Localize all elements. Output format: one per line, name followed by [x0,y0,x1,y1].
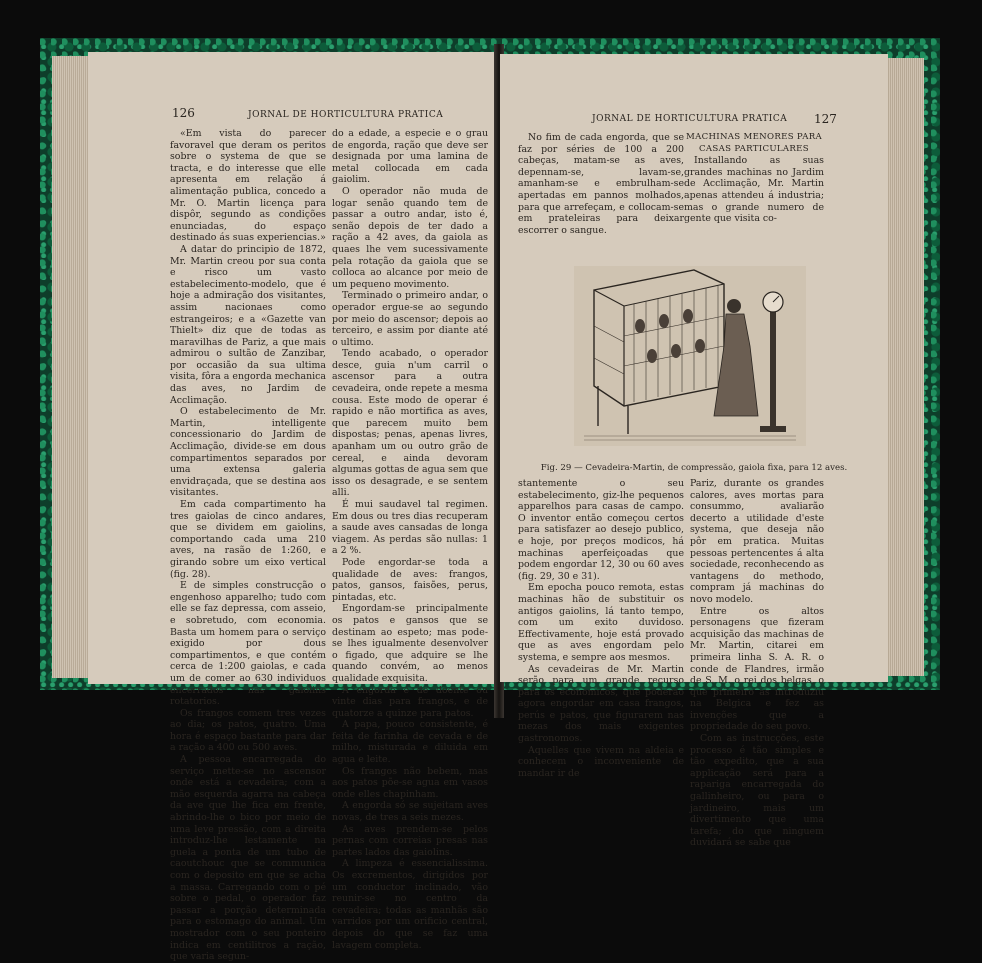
paragraph: «Em vista do parecer favoravel que deram os peritos sobre o systema de que se tracta, e do interesse que elle apresenta em relação á alimentação publica, concedo a Mr. O. Martin licença para dispôr, segundo as condições enunciadas, do espaço destinado ás suas experiencias.» [170,128,326,244]
paragraph: É mui saudavel tal regimen. Em dous ou tres dias recuperam a saude aves cansadas de longa viagem. As perdas são nullas: 1 a 2 %. [332,499,488,557]
paragraph: O operador não muda de logar senão quando tem de passar a outro andar, isto é, senão depois de ter dado a ração a 42 aves, da gaiola as quaes lhe vem sucessivamente pela rotação da gaiola que se colloca ao alcance por meio de um pequeno movimento. [332,185,488,290]
paragraph: Pode engordar-se toda a qualidade de aves: frangos, patos, gansos, faisões, perus, pintadas, etc. [332,556,488,603]
paragraph: Installando as suas grandes machinas no Jardim de Acclimação, Mr. Martin apenas attendeu á industria; mas o grande numero de gente que visita co- [684,155,824,225]
paragraph: Aquelles que vivem na aldeia e conhecem o inconveniente de mandar ir de [518,744,684,779]
page-number: 126 [172,106,195,120]
paragraph: Terminado o primeiro andar, o operador ergue-se ao segundo por meio do ascensor; depois ao terceiro, e assim por diante até o ultimo. [332,290,488,348]
paragraph: O estabelecimento de Mr. Martin, intelligente concessionario do Jardim de Acclimação, divide-se em dous compartimentos separados por uma extensa galeria envidraçada, que se destina aos visitantes. [170,406,326,499]
text-column-1 [170,128,326,963]
paragraph: A engorda só se sujeitam aves novas, de tres a seis mezes. [332,800,488,824]
paragraph: Os frangos não bebem, mas aos patos põe-se agua em vasos onde elles chapinham. [332,765,488,800]
section-heading: MACHINAS MENORES PARA CASAS PARTICULARES [686,132,822,154]
running-header: JORNAL DE HORTICULTURA PRATICA [592,114,788,124]
paragraph: Em epocha pouco remota, estas machinas hão de substituir os antigos gaiolins, lá tanto tempo, com um exito duvidoso. Effectivamente, hoje está provado que as aves engordam pelo systema, e sempre aos mesmos. [518,582,684,663]
right-page [500,54,888,849]
paragraph: A pessoa encarregada do serviço mette-se no ascensor onde está a cevadeira; com a mão esquerda agarra na cabeça da ave que lhe fica em frente, abrindo-lhe o bico por meio de uma leve pressão, com a direita introduz-lhe lestamente na guela a ponta de um tubo de caoutchouc que se communica com o deposito em que se acha a massa. Carregando com o pé sobre o pedal, o operador faz passar a porção determinada para o estomago do animal. Um mostrador com o seu ponteiro indica em centilitros a ração, que varia segun- [170,754,326,963]
paragraph: E de simples construcção o engenhoso apparelho; tudo com elle se faz depressa, com asseio, e sobretudo, com economia. Basta um homem para o serviço exigido por dous compartimentos, e que contém cerca de 1:200 gaiolas, e cada um de comer ao 630 individuos encerrados nas gaiolins rotatorios. [170,580,326,708]
paragraph: Com as instrucções, este processo é tão simples e tão expedito, que a sua applicação será para a rapariga encarregada do gallinheiro, ou para o jardineiro, mais um divertimento que uma tarefa; do que ninguem duvidará se sabe que [690,733,824,849]
page-edges-right [882,58,924,676]
paragraph: A datar do principio de 1872, Mr. Martin creou por sua conta e risco um vasto estabelecimento-modelo, que é hoje a admiração dos visitantes, assim nacionaes como estrangeiros; e a «Gazette van Thielt» diz que de todas as maravilhas de Pariz, a que mais admirou o sultão de Zanzibar, por occasião da sua ultima visita, fôra a engorda mechanica das aves, no Jardim de Acclimação. [170,243,326,406]
text-column-bottom-1 [518,478,684,779]
paragraph: do a edade, a especie e o grau de engorda, ração que deve ser designada por uma lamina de metal collocada em cada gaiolim. [332,128,488,186]
paragraph: Engordam-se principalmente os patos e gansos que se destinam ao espeto; mas pode-se lhes igualmente desenvolver o figado, que adquire se lhe quando convém, ao menos qualidade exquisita. [332,603,488,684]
paragraph: Pariz, durante os grandes calores, aves mortas para consummo, avaliarão decerto a utilidade d'este systema, que deseja não pôr em pratica. Muitas pessoas pertencentes á alta sociedade, reconhecendo as vantagens do methodo, compram já machinas do novo modelo. [690,478,824,605]
text-column-top-2 [684,132,824,225]
paragraph: Em cada compartimento ha tres gaiolas de cinco andares, que se dividem em gaiolins, comportando cada uma 210 aves, na rasão de 1:260, e girando sobre um eixo vertical (fig. 28). [170,499,326,580]
paragraph: Tendo acabado, o operador desce, guia n'um carril o ascensor para a outra cevadeira, onde repete a mesma cousa. Este modo de operar é rapido e não mortifica as aves, que parecem muito bem dispostas; penas, apenas livres, apanham um ou outro grão de cereal, e ainda devoram algumas gottas de agua sem que isso os desagrade, e se sentem alli. [332,348,489,499]
paragraph: A limpeza é essencialissima. Os excrementos, dirigidos por um conductor inclinado, vão reunir-se no centro da cevadeira; todas as manhãs são varridos por um orificio central, depois do que se faz uma lavagem completa. [332,858,488,951]
paragraph: As aves prendem-se pelos pernas com correias presas nas partes lados das gaiolins. [332,823,488,858]
text-column-top-1 [518,132,684,236]
figure-caption: Fig. 29 — Cevadeira-Martin, de compressão, gaiola fixa, para 12 aves. [540,463,848,473]
paragraph: As cevadeiras de Mr. Martin serão para um grande recurso para os economicos, que poderão agora engordar em casa frangos, perús e patos, que figurarem nas mezas dos mais exigentes gastronomos. [518,663,684,745]
feeding-machine-engraving [574,266,806,446]
paragraph: A engorda é de doente ou vinte dias para frangos, e de quatorze a quinze para patos. [332,684,488,719]
left-page [88,52,496,963]
text-column-bottom-2 [690,478,824,849]
page-number: 127 [814,112,837,126]
paragraph: A papa, pouco consistente, é feita de farinha de cevada e de milho, misturada e diluida em agua e leite. [332,719,488,766]
text-column-2 [332,128,488,951]
running-header: JORNAL DE HORTICULTURA PRATICA [248,110,444,120]
paragraph: No fim de cada engorda, que se faz por séries de 100 a 200 cabeças, matam-se as aves, depennam-se, lavam-se, amanham-se e embrulham-se apertadas em pannos molhados, para que arrefeçam, e collocam-se em prateleiras para deixar escorrer o sangue. [518,132,684,236]
paragraph: stantemente o seu estabelecimento, giz-lhe pequenos apparelhos para casas de campo. O inventor então começou certos para satisfazer ao desejo publico, e hoje, por preços modicos, há machinas aperfeiçoadas que podem engordar 12, 30 ou 60 aves (fig. 29, 30 e 31). [518,478,684,582]
paragraph: Os frangos comem tres vezes ao dia; os patos, quatro. Uma hora é espaço bastante para dar a ração a 400 ou 500 aves. [170,707,326,754]
paragraph: Entre os altos personagens que fizeram acquisição das machinas de Mr. Martin, citarei em primeira linha S. A. R. o conde de Flandres, irmão de S. M. o rei dos belgas, o que primeiro as introduziu na Belgica e fez as invenções que a propriedade do seu povo. [690,605,824,733]
